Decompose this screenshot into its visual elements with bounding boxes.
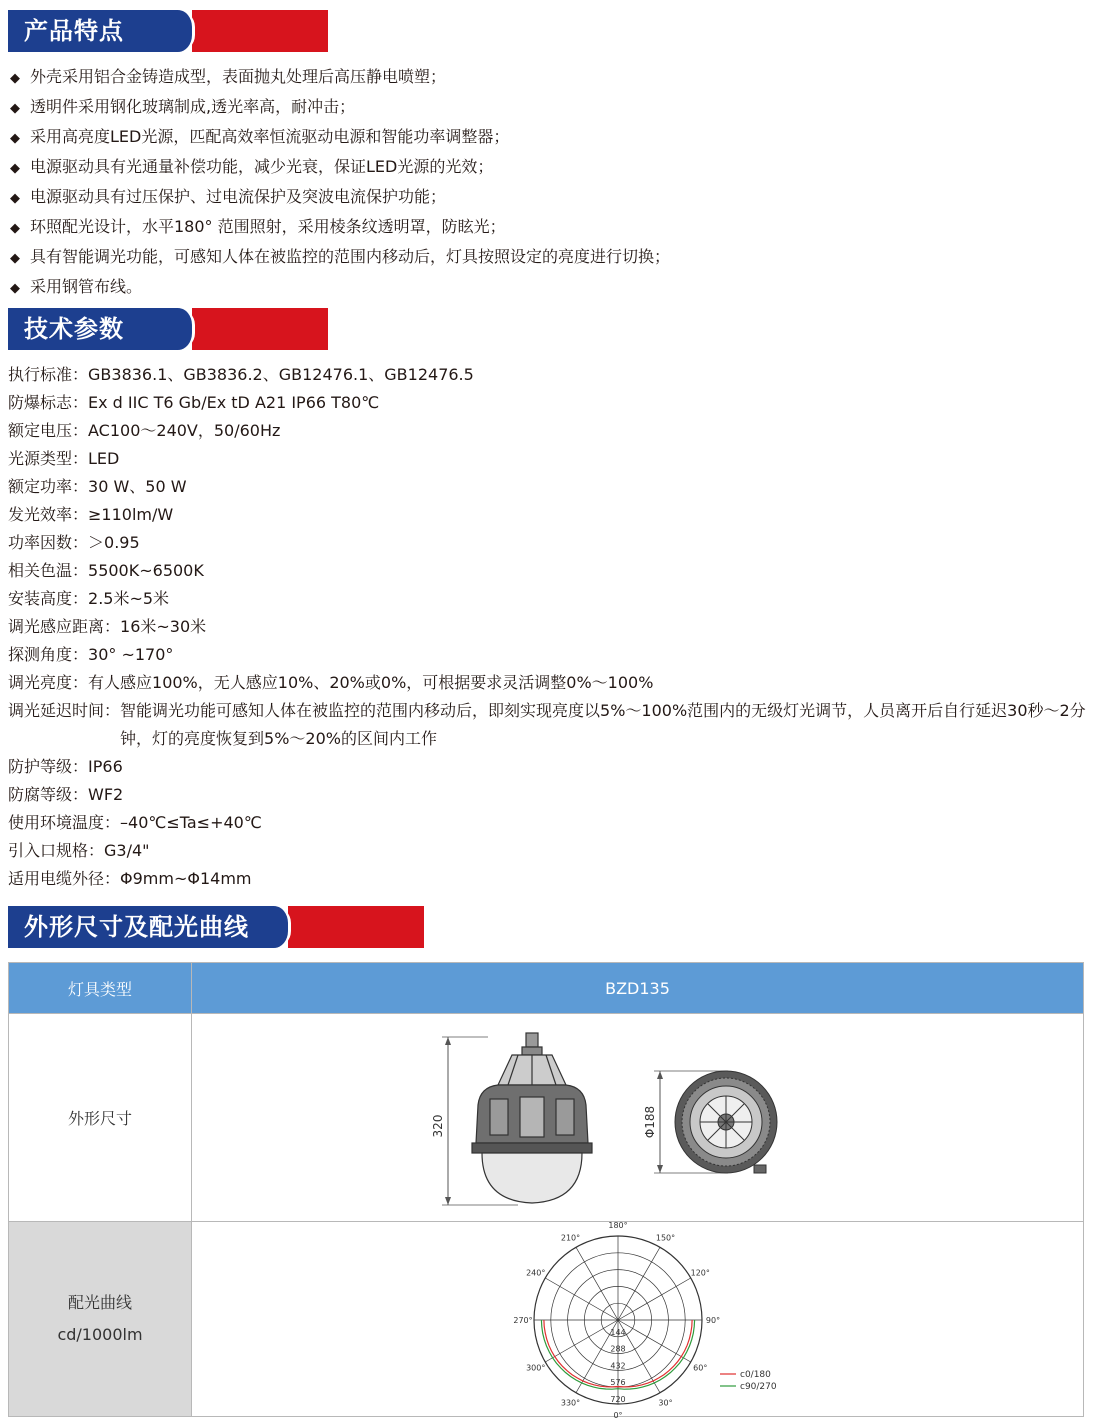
spec-label: 安装高度：	[8, 589, 89, 608]
table-header-row	[9, 963, 1084, 1014]
lamp-drawing	[428, 1023, 848, 1213]
spec-label: 防护等级：	[8, 757, 89, 776]
feature-text: 具有智能调光功能，可感知人体在被监控的范围内移动后，灯具按照设定的亮度进行切换；	[30, 247, 671, 266]
spec-label: 调光延迟时间：	[8, 701, 121, 720]
spec-row	[8, 501, 1088, 529]
lamp-top-view	[675, 1071, 777, 1173]
feature-text: 采用高亮度LED光源，匹配高效率恒流驱动电源和智能功率调整器；	[30, 127, 510, 146]
spec-value: AC100～240V，50/60Hz	[88, 421, 281, 440]
spec-value: Ex d IIC T6 Gb/Ex tD A21 IP66 T80℃	[88, 393, 380, 412]
diamond-bullet-icon: ◆	[10, 71, 20, 86]
spec-value: 有人感应100%，无人感应10%、20%或0%，可根据要求灵活调整0%～100%	[88, 673, 654, 692]
feature-text: 透明件采用钢化玻璃制成,透光率高，耐冲击；	[30, 97, 356, 116]
spec-label: 相关色温：	[8, 561, 89, 580]
spec-row	[8, 417, 1088, 445]
polar-chart-cell	[192, 1221, 1084, 1420]
polar-spoke	[618, 1247, 660, 1320]
spec-row	[8, 529, 1088, 557]
feature-text: 环照配光设计，水平180° 范围照射，采用棱条纹透明罩，防眩光；	[30, 217, 506, 236]
row-label-dimensions: 外形尺寸	[9, 1014, 192, 1222]
feature-text: 采用钢管布线。	[30, 277, 143, 296]
spec-row	[8, 865, 1088, 893]
spec-value: Φ9mm~Φ14mm	[120, 869, 252, 888]
section-header-features	[8, 10, 328, 52]
polar-ring-label: 576	[609, 1378, 626, 1388]
spec-row	[8, 361, 1088, 389]
diamond-bullet-icon: ◆	[10, 161, 20, 176]
section-header-dimensions	[8, 906, 424, 948]
spec-label: 调光感应距离：	[8, 617, 121, 636]
polar-angle-label: 180°	[607, 1221, 628, 1230]
spec-row	[8, 697, 1088, 753]
spec-value: WF2	[88, 785, 124, 804]
spec-row	[8, 613, 1088, 641]
polar-spoke	[545, 1278, 618, 1320]
feature-item	[10, 212, 670, 242]
spec-value: 16米~30米	[120, 617, 207, 636]
polar-spoke	[618, 1278, 691, 1320]
spec-label: 调光亮度：	[8, 673, 89, 692]
diamond-bullet-icon: ◆	[10, 191, 20, 206]
spec-list	[8, 361, 1088, 893]
polar-ring-label: 720	[609, 1395, 626, 1404]
polar-angle-label: 150°	[655, 1233, 675, 1243]
spec-value: ＞0.95	[88, 533, 140, 552]
feature-item	[10, 182, 670, 212]
polar-angle-label: 60°	[692, 1363, 707, 1373]
spec-label: 光源类型：	[8, 449, 89, 468]
spec-label: 执行标准：	[8, 365, 89, 384]
spec-value: G3/4"	[104, 841, 150, 860]
polar-angle-label: 120°	[690, 1268, 710, 1278]
spec-label: 引入口规格：	[8, 841, 105, 860]
polar-spoke	[618, 1320, 691, 1362]
spec-label: 额定电压：	[8, 421, 89, 440]
spec-value: 2.5米~5米	[88, 589, 170, 608]
dim-diameter-label: Φ188	[642, 1105, 657, 1138]
feature-item	[10, 272, 670, 302]
spec-label: 额定功率：	[8, 477, 89, 496]
polar-spoke	[545, 1320, 618, 1362]
polar-angle-label: 210°	[560, 1233, 580, 1243]
diamond-bullet-icon: ◆	[10, 221, 20, 236]
spec-row	[8, 557, 1088, 585]
feature-text: 电源驱动具有过压保护、过电流保护及突波电流保护功能；	[30, 187, 447, 206]
dimension-table	[8, 962, 1084, 1420]
spec-row	[8, 389, 1088, 417]
spec-row	[8, 809, 1088, 837]
feature-item	[10, 62, 670, 92]
table-row	[9, 1222, 1084, 1417]
spec-row	[8, 585, 1088, 613]
legend-label: c0/180	[739, 1370, 771, 1380]
spec-value: 智能调光功能可感知人体在被监控的范围内移动后，即刻实现亮度以5%～100%范围内的无级灯光调节，人员离开后自行延迟30秒～2分钟，灯的亮度恢复到5%～20%的区间内工作	[120, 701, 1086, 748]
curve-label-line2: cd/1000lm	[57, 1325, 143, 1344]
spec-label: 适用电缆外径：	[8, 869, 121, 888]
lamp-side-view	[472, 1033, 592, 1203]
spec-label: 功率因数：	[8, 533, 89, 552]
polar-angle-label: 300°	[525, 1363, 545, 1373]
header-lamp-type: 灯具类型	[9, 963, 192, 1014]
legend-label: c90/270	[739, 1382, 777, 1392]
section-header-specs	[8, 308, 328, 350]
feature-item	[10, 152, 670, 182]
table-row	[9, 1014, 1084, 1222]
feature-item	[10, 242, 670, 272]
spec-value: 5500K~6500K	[88, 561, 204, 580]
spec-value: LED	[88, 449, 120, 468]
spec-row	[8, 641, 1088, 669]
diamond-bullet-icon: ◆	[10, 131, 20, 146]
spec-value: GB3836.1、GB3836.2、GB12476.1、GB12476.5	[88, 365, 474, 384]
spec-row	[8, 837, 1088, 865]
spec-label: 发光效率：	[8, 505, 89, 524]
dim-height-label: 320	[430, 1114, 445, 1137]
specs-title: 技术参数	[24, 315, 124, 343]
polar-spoke	[576, 1247, 618, 1320]
spec-row	[8, 473, 1088, 501]
polar-angle-label: 270°	[512, 1316, 533, 1325]
spec-label: 防爆标志：	[8, 393, 89, 412]
diamond-bullet-icon: ◆	[10, 251, 20, 266]
spec-row	[8, 781, 1088, 809]
polar-ring-label: 288	[609, 1344, 626, 1354]
feature-text: 电源驱动具有光通量补偿功能，减少光衰，保证LED光源的光效；	[30, 157, 494, 176]
spec-value: ≥110lm/W	[88, 505, 174, 524]
feature-item	[10, 122, 670, 152]
spec-value: 30° ~170°	[88, 645, 174, 664]
polar-angle-label: 0°	[612, 1411, 623, 1420]
dimension-drawing-cell	[192, 1014, 1084, 1222]
polar-ring-label: 144	[609, 1327, 626, 1337]
polar-ring-label: 432	[609, 1361, 626, 1371]
feature-text: 外壳采用铝合金铸造成型，表面抛丸处理后高压静电喷塑；	[30, 67, 447, 86]
spec-value: 30 W、50 W	[88, 477, 187, 496]
feature-item	[10, 92, 670, 122]
polar-angle-label: 30°	[657, 1398, 673, 1408]
header-model: BZD135	[192, 963, 1084, 1014]
spec-row	[8, 445, 1088, 473]
polar-angle-label: 90°	[705, 1316, 720, 1325]
polar-angle-label: 330°	[560, 1398, 580, 1408]
polar-light-distribution	[468, 1221, 808, 1420]
polar-angle-label: 240°	[525, 1268, 545, 1278]
spec-value: IP66	[88, 757, 123, 776]
curve-label-line1: 配光曲线	[67, 1293, 132, 1312]
spec-label: 防腐等级：	[8, 785, 89, 804]
spec-label: 探测角度：	[8, 645, 89, 664]
spec-value: –40℃≤Ta≤+40℃	[120, 813, 262, 832]
spec-row	[8, 669, 1088, 697]
row-label-light-curve	[9, 1222, 192, 1417]
spec-row	[8, 753, 1088, 781]
feature-list	[10, 62, 670, 302]
diamond-bullet-icon: ◆	[10, 281, 20, 296]
features-title: 产品特点	[24, 17, 124, 45]
diamond-bullet-icon: ◆	[10, 101, 20, 116]
dims-title: 外形尺寸及配光曲线	[24, 913, 249, 941]
spec-label: 使用环境温度：	[8, 813, 121, 832]
